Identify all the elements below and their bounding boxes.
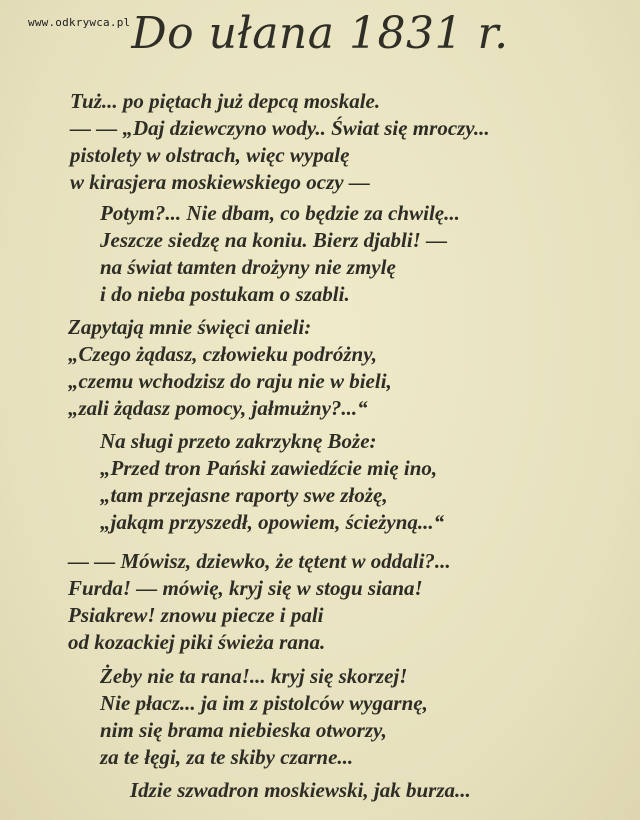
poem-line: i do nieba postukam o szabli. [100,282,350,306]
poem-title: Do ułana 1831 r. [131,8,509,59]
poem-line: Furda! — mówię, kryj się w stogu siana! [68,576,423,600]
poem-line: „Czego żądasz, człowieku podróżny, [68,342,378,366]
poem-line: w kirasjera moskiewskiego oczy — [70,170,370,194]
watermark: www.odkrywca.pl [28,16,131,29]
poem-line: Idzie szwadron moskiewski, jak burza... [130,778,471,802]
stanza-5 [68,548,451,656]
poem-line: Na sługi przeto zakrzyknę Boże: [100,429,377,453]
poem-line: Jeszcze siedzę na koniu. Bierz djabli! — [100,228,448,252]
poem-line: „jakąm przyszedł, opowiem, ścieżyną...“ [100,510,445,534]
poem-line: „Przed tron Pański zawiedźcie mię ino, [100,456,438,480]
poem-line: na świat tamten drożyny nie zmylę [100,255,396,279]
poem-line: „zali żądasz pomocy, jałmużny?...“ [68,396,368,420]
poem-line: od kozackiej piki świeża rana. [68,630,326,654]
poem-line: za te łęgi, za te skiby czarne... [100,745,354,769]
poem-line: — — Mówisz, dziewko, że tętent w oddali?... [68,549,451,573]
stanza-1 [70,88,490,196]
poem-line: Żeby nie ta rana!... kryj się skorzej! [100,664,408,688]
poem-line: Nie płacz... ja im z pistolców wygarnę, [100,691,428,715]
poem-line: — — „Daj dziewczyno wody.. Świat się mroczy... [70,116,490,140]
poem-line: nim się brama niebieska otworzy, [100,718,387,742]
poem-line: Tuż... po piętach już depcą moskale. [70,89,381,113]
poem-line: Potym?... Nie dbam, co będzie za chwilę... [100,201,460,225]
stanza-2 [100,200,460,308]
poem-line: „tam przejasne raporty swe złożę, [100,483,388,507]
stanza-7 [130,777,471,804]
poem-line: Psiakrew! znowu piecze i pali [68,603,324,627]
stanza-4 [100,428,444,536]
stanza-6 [100,663,428,771]
stanza-3 [68,314,392,422]
poem-line: „czemu wchodzisz do raju nie w bieli, [68,369,392,393]
poem-line: Zapytają mnie święci anieli: [68,315,312,339]
poem-line: pistolety w olstrach, więc wypalę [70,143,350,167]
